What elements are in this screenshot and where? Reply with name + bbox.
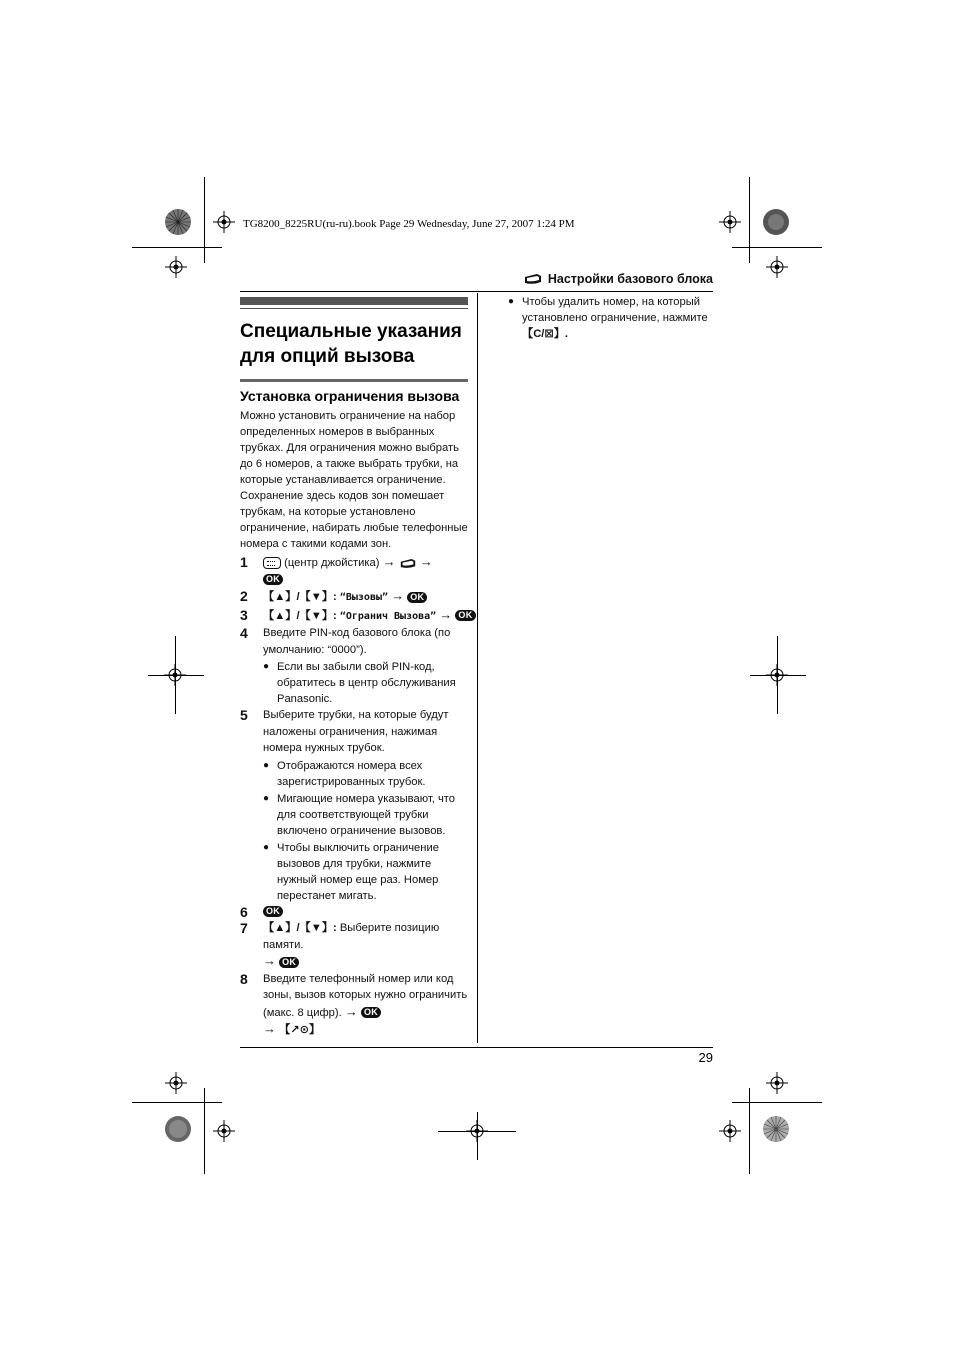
ok-key-icon: OK: [455, 610, 475, 621]
title-bar-thin: [240, 308, 468, 309]
arrow-icon: →: [419, 554, 433, 569]
color-rosette-icon: [164, 208, 192, 236]
crop-mark: [732, 247, 822, 248]
registration-mark-icon: [213, 211, 235, 233]
nav-keys: 【▲】/【▼】:: [263, 922, 340, 934]
crop-mark: [132, 1102, 222, 1103]
arrow-icon: →: [263, 953, 276, 968]
talk-key: 【↗⊙】: [279, 1024, 321, 1036]
ok-key-icon: OK: [263, 574, 283, 585]
header-rule: [240, 291, 713, 292]
registration-mark-icon: [165, 256, 187, 278]
step-2: [240, 588, 468, 607]
ok-key-icon: OK: [407, 592, 427, 603]
crop-mark: [204, 177, 205, 263]
step-number: 1: [240, 554, 248, 570]
list-item: ● Чтобы выключить ограничение вызовов для трубки, нажмите нужный номер еще раз. Номер перестанет мигать.: [263, 841, 439, 902]
step-number: 2: [240, 588, 248, 604]
color-rosette-icon: [762, 208, 790, 236]
step-number: 5: [240, 707, 248, 723]
step-text: Введите PIN-код базового блока (по умолчанию: “0000”).: [263, 627, 451, 656]
step-5: [240, 707, 468, 904]
footer-rule: [240, 1047, 713, 1048]
steps-list: [240, 554, 473, 1039]
section-subtitle: Установка ограничения вызова: [240, 388, 460, 404]
step-3: [240, 606, 473, 626]
step-number: 7: [240, 920, 248, 936]
registration-mark-icon: [766, 256, 788, 278]
step-8: [240, 971, 468, 1039]
crop-mark: [777, 636, 778, 714]
arrow-icon: →: [344, 1003, 358, 1019]
column-divider: [477, 293, 478, 1043]
registration-mark-icon: [719, 211, 741, 233]
color-rosette-icon: [762, 1115, 790, 1143]
crop-mark: [750, 675, 806, 676]
menu-item: “Огранич Вызова”: [339, 610, 437, 622]
subtitle-bar: [240, 379, 468, 382]
color-rosette-icon: [164, 1115, 192, 1143]
step-number: 8: [240, 970, 248, 987]
list-item: ● Если вы забыли свой PIN-код, обратитесь в центр обслуживания Panasonic.: [263, 661, 456, 705]
right-column: [508, 293, 714, 342]
intro-paragraph: Можно установить ограничение на набор определенных номеров в выбранных трубках. Для ограничения можно выбрать до 6 номеров, а также выбрать трубки, на которые устанавливается ограничение. Сохранение здесь кодов зон помешает трубкам, на которые установлено ограничение, набирать любые телефонные номера с такими кодами зон.: [240, 410, 468, 550]
ok-key-icon: OK: [279, 957, 299, 968]
step-text: (центр джойстика): [281, 557, 383, 569]
step-number: 4: [240, 625, 248, 641]
step-text: Выберите позицию памяти.: [263, 922, 440, 951]
base-unit-icon: [523, 273, 543, 285]
section-header: [523, 272, 713, 286]
base-unit-icon: [399, 558, 417, 569]
step-1: [240, 554, 468, 588]
step-4: [240, 625, 468, 707]
crop-mark: [749, 1088, 750, 1174]
ok-key-icon: OK: [361, 1007, 381, 1018]
step-number: 6: [240, 903, 248, 920]
registration-mark-icon: [213, 1120, 235, 1142]
list-item: ● Чтобы удалить номер, на который установлено ограничение, нажмите 【C/⊠】.: [508, 296, 708, 340]
crop-mark: [148, 675, 204, 676]
arrow-icon: →: [439, 606, 453, 622]
crop-mark: [732, 1102, 822, 1103]
nav-keys: 【▲】/【▼】:: [263, 609, 340, 622]
step-text: Выберите трубки, на которые будут наложены ограничения, нажимая номера нужных трубок.: [263, 709, 449, 754]
step-7: [240, 920, 468, 971]
crop-mark: [749, 177, 750, 263]
arrow-icon: →: [263, 1021, 276, 1036]
page-number: 29: [698, 1050, 713, 1065]
registration-mark-icon: [719, 1120, 741, 1142]
crop-mark: [204, 1088, 205, 1174]
list-item: ● Отображаются номера всех зарегистрированных трубок.: [263, 759, 426, 788]
arrow-icon: →: [391, 588, 405, 603]
step-number: 3: [240, 606, 248, 623]
ok-key-icon: OK: [263, 906, 283, 917]
crop-mark: [175, 636, 176, 714]
menu-item: “Вызовы”: [339, 592, 389, 603]
list-item: ● Мигающие номера указывают, что для соответствующей трубки включено ограничение вызовов.: [263, 792, 455, 837]
title-bar: [240, 297, 468, 305]
crop-mark: [477, 1112, 478, 1160]
registration-mark-icon: [766, 1072, 788, 1094]
crop-mark: [132, 247, 222, 248]
step-text: Введите телефонный номер или код зоны, вызов которых нужно ограничить (макс. 8 цифр).: [263, 972, 468, 1019]
left-column: [240, 297, 473, 1039]
nav-keys: 【▲】/【▼】:: [263, 591, 340, 603]
clear-key: 【C/⊠】.: [522, 328, 569, 340]
step-6: [240, 904, 468, 921]
page-title: Специальные указания для опций вызова: [240, 321, 462, 367]
print-slug: TG8200_8225RU(ru-ru).book Page 29 Wednesday, June 27, 2007 1:24 PM: [243, 218, 575, 230]
registration-mark-icon: [165, 1072, 187, 1094]
arrow-icon: →: [382, 554, 396, 569]
bullet-text: Чтобы удалить номер, на который установлено ограничение, нажмите: [522, 296, 708, 324]
joystick-center-icon: [263, 557, 281, 569]
section-title: Настройки базового блока: [547, 272, 713, 286]
